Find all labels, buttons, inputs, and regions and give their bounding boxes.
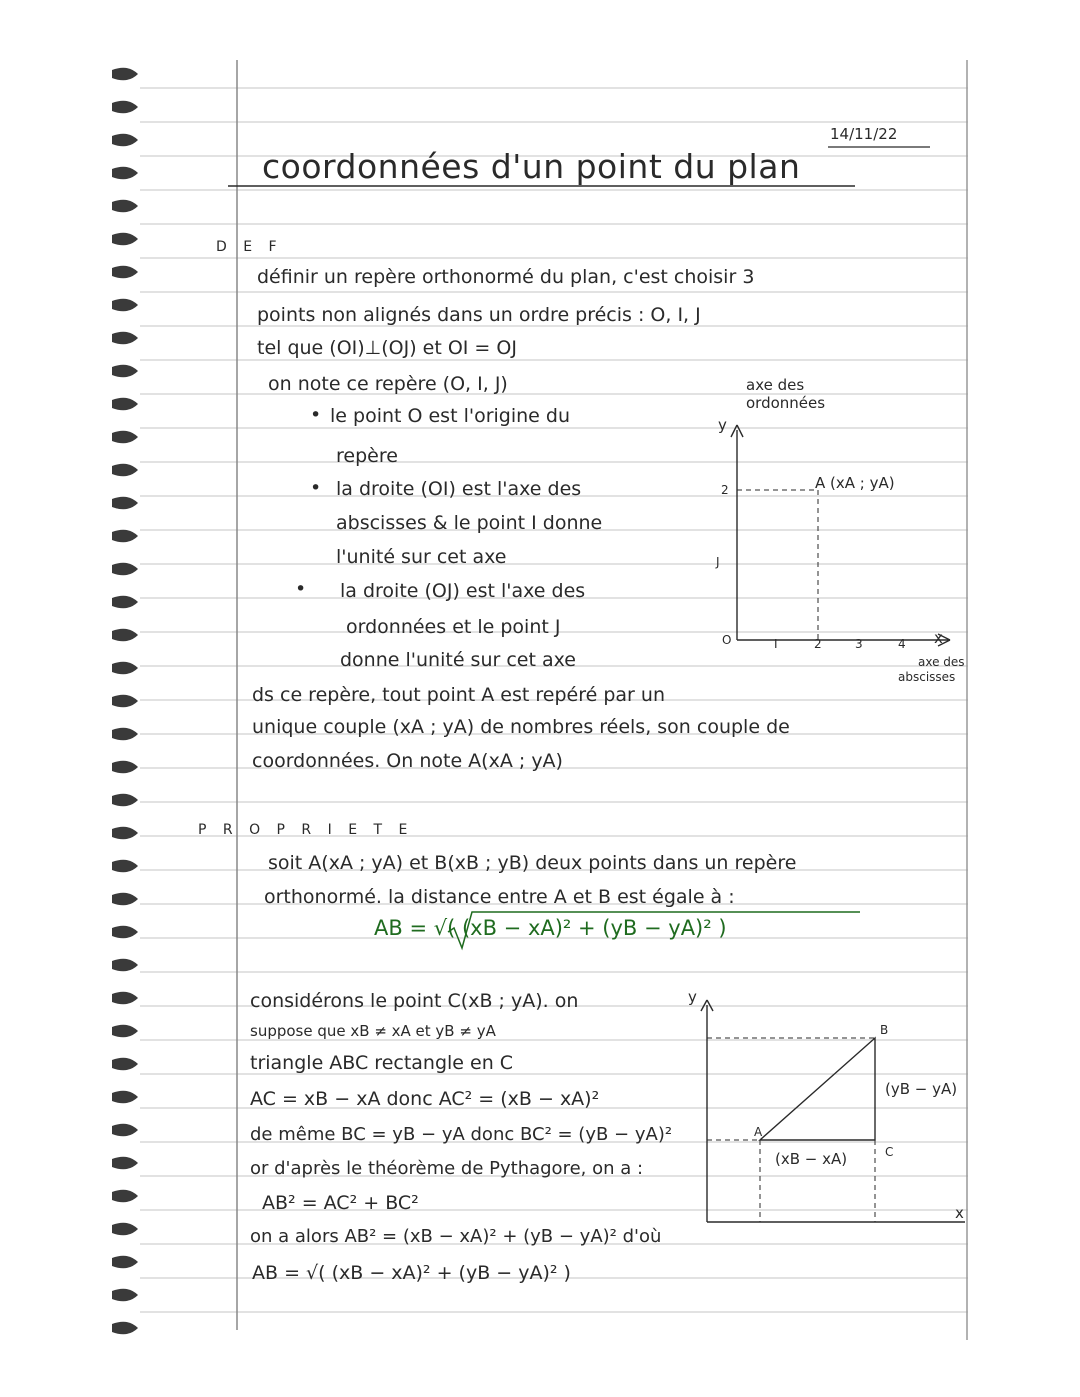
spiral-ring (112, 1223, 138, 1236)
definition-line-1: définir un repère orthonormé du plan, c'est choisir 3 (257, 266, 755, 288)
bullet-dot-3: • (295, 578, 307, 600)
graph1-x-axis-title-1: axe des (918, 655, 965, 669)
spiral-ring (112, 1190, 138, 1203)
spiral-ring (112, 299, 138, 312)
property-line-2: orthonormé. la distance entre A et B est égale à : (264, 886, 735, 908)
graph2-point-b: B (880, 1023, 889, 1037)
spiral-ring (112, 860, 138, 873)
graph1-y-axis-title-2: ordonnées (746, 394, 826, 412)
spiral-ring (112, 992, 138, 1005)
definition-line-2: points non alignés dans un ordre précis : O, I, J (257, 304, 701, 326)
spiral-ring (112, 1124, 138, 1137)
spiral-ring (112, 629, 138, 642)
graph1-origin: O (722, 633, 732, 647)
graph1-y-label: y (718, 416, 727, 434)
graph2-label-dx: (xB − xA) (775, 1150, 848, 1168)
definition-line-3: tel que (OI)⊥(OJ) et OI = OJ (257, 337, 517, 359)
demo-line-9: AB = √( (xB − xA)² + (yB − yA)² ) (252, 1262, 571, 1284)
bullet-2-line-1: la droite (OI) est l'axe des (336, 478, 582, 500)
bullet-1-line-2: repère (336, 445, 398, 467)
property-formula: AB = √( (xB − xA)² + (yB − yA)² ) (374, 916, 727, 940)
spiral-ring (112, 827, 138, 840)
graph1-x-tick-3: 3 (855, 637, 863, 651)
graph-axes-2 (701, 1000, 965, 1222)
bullet-3-line-3: donne l'unité sur cet axe (340, 649, 576, 671)
graph1-x-tick-2: 2 (814, 637, 822, 651)
spiral-ring (112, 266, 138, 279)
spiral-ring (112, 794, 138, 807)
spiral-ring (112, 1157, 138, 1170)
spiral-ring (112, 761, 138, 774)
bullet-1-line-1: le point O est l'origine du (330, 405, 571, 427)
conclusion-line-3: coordonnées. On note A(xA ; yA) (252, 750, 563, 772)
demo-line-3: triangle ABC rectangle en C (250, 1052, 514, 1074)
spiral-ring (112, 233, 138, 246)
spiral-ring (112, 1025, 138, 1038)
spiral-ring (112, 893, 138, 906)
spiral-ring (112, 1322, 138, 1335)
bullet-3-line-1: la droite (OJ) est l'axe des (340, 580, 586, 602)
spiral-ring (112, 1289, 138, 1302)
spiral-ring (112, 134, 138, 147)
conclusion-line-1: ds ce repère, tout point A est repéré par un (252, 684, 665, 706)
graph1-x-tick-4: 4 (898, 637, 906, 651)
demo-line-7: AB² = AC² + BC² (262, 1192, 419, 1214)
spiral-ring (112, 332, 138, 345)
spiral-ring (112, 101, 138, 114)
spiral-ring (112, 431, 138, 444)
spiral-ring (112, 1058, 138, 1071)
spiral-binding (112, 68, 138, 1335)
demo-line-2: suppose que xB ≠ xA et yB ≠ yA (250, 1022, 496, 1040)
bullet-dot-2: • (310, 477, 322, 499)
demo-line-5: de même BC = yB − yA donc BC² = (yB − yA)² (250, 1124, 673, 1145)
demo-line-1: considérons le point C(xB ; yA). on (250, 990, 579, 1012)
spiral-ring (112, 200, 138, 213)
page-title: coordonnées d'un point du plan (262, 147, 801, 186)
graph1-x-tick-i: I (774, 637, 778, 651)
graph2-y-label: y (688, 988, 697, 1006)
bullet-3-line-2: ordonnées et le point J (346, 616, 561, 638)
spiral-ring (112, 596, 138, 609)
graph1-x-axis-title-2: abscisses (898, 670, 956, 684)
property-label: P R O P R I E T E (198, 822, 414, 838)
demo-line-6: or d'après le théorème de Pythagore, on a : (250, 1158, 644, 1179)
definition-line-4: on note ce repère (O, I, J) (268, 373, 508, 395)
spiral-ring (112, 398, 138, 411)
graph2-label-dy: (yB − yA) (885, 1080, 958, 1098)
spiral-ring (112, 365, 138, 378)
graph1-y-tick-2: 2 (721, 483, 729, 497)
spiral-ring (112, 662, 138, 675)
graph2-point-c: C (885, 1145, 894, 1159)
graph2-point-a: A (754, 1125, 763, 1139)
spiral-ring (112, 167, 138, 180)
conclusion-line-2: unique couple (xA ; yA) de nombres réels, son couple de (252, 716, 790, 738)
bullet-2-line-2: abscisses & le point I donne (336, 512, 603, 534)
spiral-ring (112, 695, 138, 708)
graph1-x-label: x (934, 629, 943, 647)
date: 14/11/22 (830, 125, 898, 143)
graph1-y-axis-title-1: axe des (746, 376, 805, 394)
spiral-ring (112, 464, 138, 477)
spiral-ring (112, 530, 138, 543)
graph2-x-label: x (955, 1204, 964, 1222)
spiral-ring (112, 728, 138, 741)
spiral-ring (112, 1091, 138, 1104)
spiral-ring (112, 926, 138, 939)
bullet-dot-1: • (310, 404, 322, 426)
graph1-y-tick-j: J (716, 555, 720, 569)
demo-line-8: on a alors AB² = (xB − xA)² + (yB − yA)² d'où (250, 1226, 662, 1247)
spiral-ring (112, 497, 138, 510)
graph1-point-a: A (xA ; yA) (815, 474, 895, 492)
definition-label: D E F (216, 239, 283, 255)
bullet-2-line-3: l'unité sur cet axe (336, 546, 507, 568)
property-line-1: soit A(xA ; yA) et B(xB ; yB) deux points dans un repère (268, 852, 797, 874)
graph-axes-1 (731, 425, 950, 646)
spiral-ring (112, 959, 138, 972)
spiral-ring (112, 1256, 138, 1269)
demo-line-4: AC = xB − xA donc AC² = (xB − xA)² (250, 1088, 600, 1110)
spiral-ring (112, 68, 138, 81)
spiral-ring (112, 563, 138, 576)
